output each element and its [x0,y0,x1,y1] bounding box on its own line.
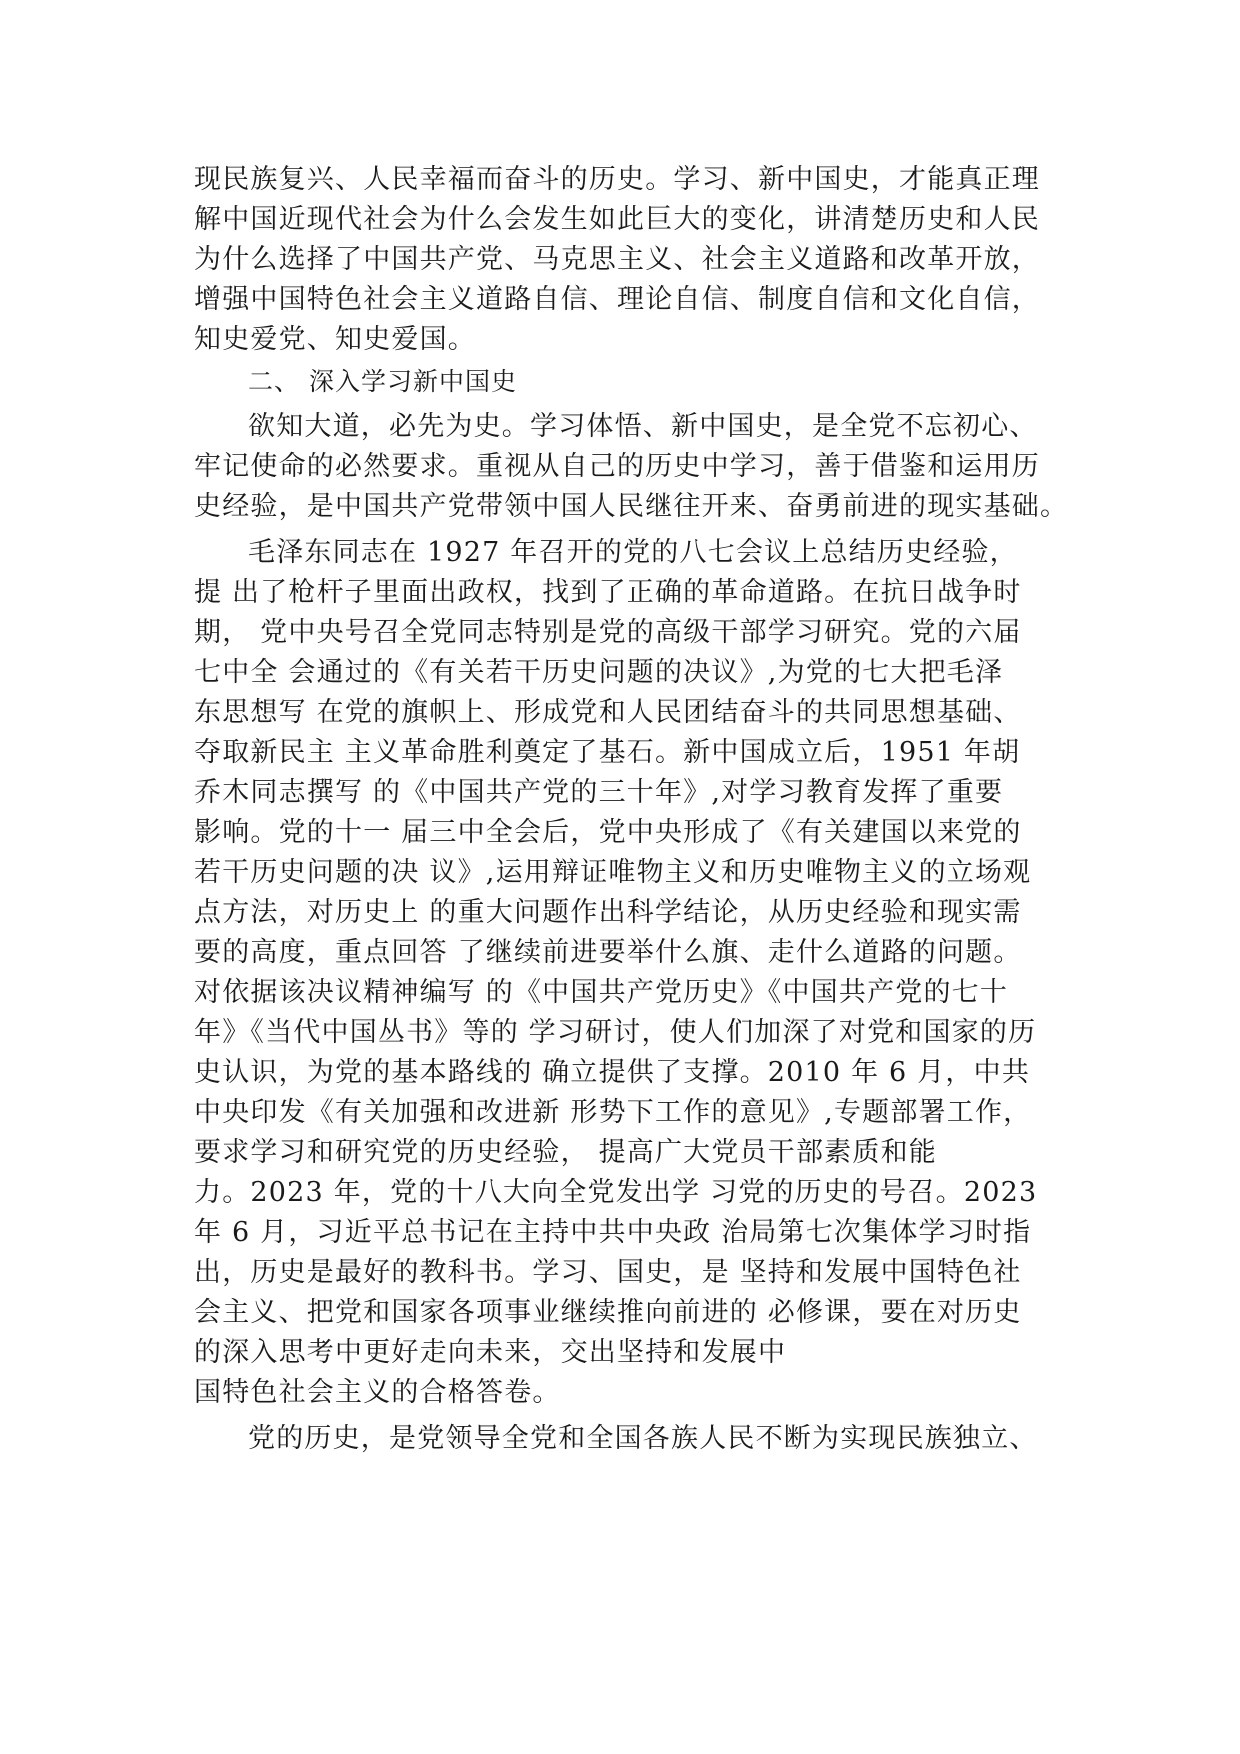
body-text-line: 要求学习和研究党的历史经验， 提高广大党员干部素质和能 [194,1137,937,1168]
body-text-line: 影响。党的十一 届三中全会后，党中央形成了《有关建国以来党的 [194,817,1022,848]
body-text-line: 对依据该决议精神编写 的《中国共产党历史》《中国共产党的七十 [194,977,1009,1008]
body-text-line: 现民族复兴、人民幸福而奋斗的历史。学习、新中国史，才能真正理 [194,164,1040,195]
body-text-line: 史经验，是中国共产党带领中国人民继往开来、奋勇前进的现实基础。 [194,491,1069,522]
body-text-line: 乔木同志撰写 的《中国共产党的三十年》,对学习教育发挥了重要 [194,777,1004,808]
body-text-line: 年 6 月，习近平总书记在主持中共中央政 治局第七次集体学习时指 [194,1217,1032,1248]
body-text-line: 七中全 会通过的《有关若干历史问题的决议》,为党的七大把毛泽 [194,657,1004,688]
paragraph-first-line: 毛泽东同志在 1927 年召开的党的八七会议上总结历史经验， [248,537,1018,568]
body-text-line: 若干历史问题的决 议》,运用辩证唯物主义和历史唯物主义的立场观 [194,857,1032,888]
body-text-line: 牢记使命的必然要求。重视从自己的历史中学习，善于借鉴和运用历 [194,451,1040,482]
body-text-line: 提 出了枪杆子里面出政权，找到了正确的革命道路。在抗日战争时 [194,577,1022,608]
body-text-line: 会主义、把党和国家各项事业继续推向前进的 必修课，要在对历史 [194,1297,1022,1328]
body-text-line: 增强中国特色社会主义道路自信、理论自信、制度自信和文化自信， [194,284,1040,315]
body-text-line: 为什么选择了中国共产党、马克思主义、社会主义道路和改革开放， [194,244,1040,275]
body-text-line: 知史爱党、知史爱国。 [194,324,476,355]
body-text-line: 东思想写 在党的旗帜上、形成党和人民团结奋斗的共同思想基础、 [194,697,1022,728]
body-text-line: 夺取新民主 主义革命胜利奠定了基石。新中国成立后，1951 年胡 [194,737,1021,768]
body-text-line: 解中国近现代社会为什么会发生如此巨大的变化，讲清楚历史和人民 [194,204,1040,235]
paragraph-first-line: 欲知大道，必先为史。学习体悟、新中国史，是全党不忘初心、 [248,411,1038,442]
section-heading: 二、 深入学习新中国史 [248,367,517,396]
body-text-line: 年》《当代中国丛书》等的 学习研讨，使人们加深了对党和国家的历 [194,1017,1037,1048]
body-text-line: 中央印发《有关加强和改进新 形势下工作的意见》,专题部署工作， [194,1097,1032,1128]
body-text-line: 国特色社会主义的合格答卷。 [194,1377,561,1408]
body-text-line: 的深入思考中更好走向未来，交出坚持和发展中 [194,1337,787,1368]
body-text-line: 期， 党中央号召全党同志特别是党的高级干部学习研究。党的六届 [194,617,1022,648]
body-text-line: 出，历史是最好的教科书。学习、国史，是 坚持和发展中国特色社 [194,1257,1022,1288]
body-text-line: 要的高度，重点回答 了继续前进要举什么旗、走什么道路的问题。 [194,937,1022,968]
body-text-line: 力。2023 年，党的十八大向全党发出学 习党的历史的号召。2023 [194,1177,1038,1208]
body-text-line: 史认识，为党的基本路线的 确立提供了支撑。2010 年 6 月，中共 [194,1057,1031,1088]
paragraph-first-line: 党的历史，是党领导全党和全国各族人民不断为实现民族独立、 [248,1423,1038,1454]
body-text-line: 点方法，对历史上 的重大问题作出科学结论，从历史经验和现实需 [194,897,1022,928]
